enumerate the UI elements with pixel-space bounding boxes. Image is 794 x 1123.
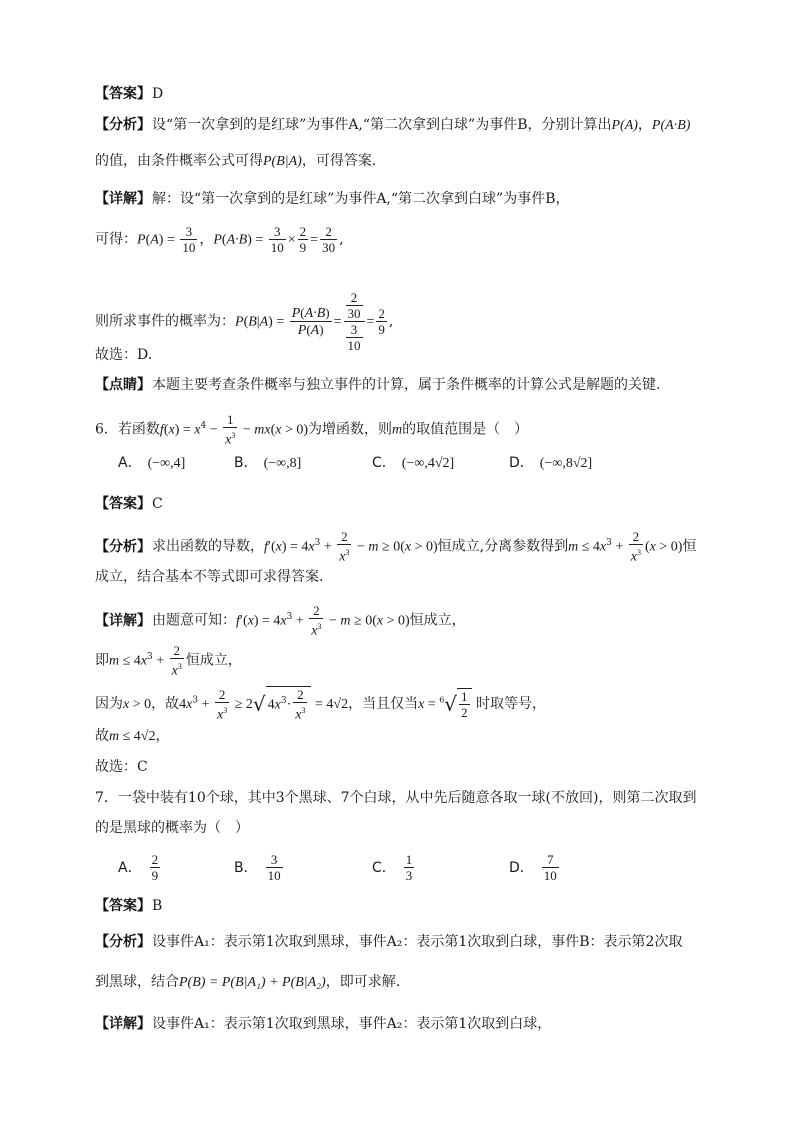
q6-stem-text: 的取值范围是（ ） xyxy=(402,421,529,438)
q5-analysis-text: ，可得答案. xyxy=(301,153,377,169)
q6-choose xyxy=(95,757,148,777)
answer-tag: 【答案】 xyxy=(95,898,151,914)
q5-choose xyxy=(95,345,152,365)
option-denominator: 3 xyxy=(405,868,413,883)
q5-detail-text: 可得： xyxy=(95,231,137,248)
q6-answer: C xyxy=(152,496,163,512)
option-text: (−∞,8] xyxy=(263,456,302,471)
q6-detail-text: 即 xyxy=(95,652,109,669)
q6-option-a[interactable] xyxy=(118,453,185,474)
q7-stem-line-2 xyxy=(95,818,249,838)
option-numerator: 3 xyxy=(266,852,283,868)
fraction: $\frac{P(A\cdot B)}{P(A)}$ xyxy=(291,305,330,338)
q5-comment xyxy=(95,375,660,395)
q6-analysis-text: 求出函数的导数， xyxy=(152,538,264,555)
q5-detail-line-2: 可得：P(A) = $\frac{3}{10}$ ，P(A·B) = $\frac{3}{10}$ × $\frac{2}{9}$ = $\frac{2}{30}$ , xyxy=(95,224,344,255)
q7-option-d[interactable] xyxy=(509,852,561,883)
q6-answer-line xyxy=(95,494,163,514)
analysis-tag: 【分析】 xyxy=(95,117,151,133)
analysis-tag: 【分析】 xyxy=(95,538,151,555)
q6-analysis-line-1: 【分析】求出函数的导数，$f'(x) = 4x^3$ + $\frac{2}{x^3}$ − m ≥ 0(x > 0)恒成立,分离参数得到$m \le 4x^3$ + $\frac{2}{x^3}$ (x > 0)恒 xyxy=(95,529,697,565)
math-expr: P(B|A) xyxy=(263,154,302,169)
detail-tag: 【详解】 xyxy=(95,191,151,207)
math-expr: P(A·B) xyxy=(651,118,691,133)
q7-analysis-text: ，即可求解. xyxy=(325,974,401,990)
q6-option-b[interactable] xyxy=(234,453,301,474)
q6-detail-line-4: 故m ≤ 4√2， xyxy=(95,728,170,744)
math-expr: m xyxy=(392,422,403,438)
option-fraction xyxy=(542,852,559,883)
q6-stem-text: 6．若函数 xyxy=(95,421,160,438)
option-letter: A． xyxy=(118,859,142,876)
option-numerator: 2 xyxy=(151,852,159,867)
option-letter: D． xyxy=(509,455,534,471)
option-denominator: 9 xyxy=(151,868,159,883)
q7-option-c[interactable] xyxy=(372,852,416,883)
q6-option-d[interactable] xyxy=(509,453,592,474)
q7-stem-text: 的是黑球的概率为（ ） xyxy=(95,820,249,836)
q5-answer: D xyxy=(152,86,164,102)
q6-detail-text: ， xyxy=(155,728,170,744)
option-letter: B． xyxy=(234,455,258,471)
q5-detail-line-3: 则所求事件的概率为：P(B|A) = $\frac{P(A\cdot B)}{P(A)}$ = $\frac{\frac{2}{30}}{\frac{3}{10}}$ = $\frac{2}{9}$ , xyxy=(95,290,394,353)
q6-detail-line-3: 因为x > 0，故$4x^3$ + $\frac{2}{x^3}$ ≥ 2√ $4x^3\cdot$ $\frac{2}{x^3}$ = 4√2，当且仅当x = $^6$√ $\frac{1}{2}$ 时取等号， xyxy=(95,686,546,723)
fraction: $\frac{3}{10}$ xyxy=(182,224,196,255)
q5-comment-text: 本题主要考查条件概率与独立事件的计算，属于条件概率的计算公式是解题的关键. xyxy=(152,377,661,393)
q6-stem: 6．若函数$f(x) = x^4$ − $\frac{1}{x^3}$ − mx(x > 0)为增函数，则m的取值范围是（ ） xyxy=(95,412,529,448)
option-letter: A． xyxy=(118,455,142,471)
q6-detail-line-2: 即$m \le 4x^3$ + $\frac{2}{x^3}$ 恒成立， xyxy=(95,643,242,679)
option-letter: C． xyxy=(372,455,396,471)
q7-option-a[interactable] xyxy=(118,852,162,883)
option-text: (−∞,8√2] xyxy=(539,456,593,471)
analysis-tag: 【分析】 xyxy=(95,934,151,950)
option-fraction xyxy=(150,852,161,883)
q5-analysis-text: 设“第一次拿到的是红球”为事件A,“第二次拿到白球”为事件B，分别计算出 xyxy=(152,117,612,133)
option-text: (−∞,4] xyxy=(147,456,186,471)
option-numerator: 1 xyxy=(405,852,413,867)
q7-answer-line xyxy=(95,896,162,916)
option-fraction xyxy=(404,852,415,883)
q7-analysis-line-2 xyxy=(95,972,400,993)
q6-detail-text: 故 xyxy=(95,728,109,744)
option-fraction xyxy=(266,852,283,883)
option-letter: B． xyxy=(234,859,258,876)
q6-analysis-text: 成立，结合基本不等式即可求得答案. xyxy=(95,569,324,585)
q7-option-b[interactable] xyxy=(234,852,285,883)
answer-tag: 【答案】 xyxy=(95,86,151,102)
q6-analysis-text: 恒成立,分离参数得到 xyxy=(437,538,569,555)
option-letter: C． xyxy=(372,859,396,876)
q6-stem-text: 为增函数，则 xyxy=(308,421,393,438)
q7-analysis-text: 到黑球，结合 xyxy=(95,974,179,990)
option-text: (−∞,4√2] xyxy=(401,456,455,471)
comment-tag: 【点睛】 xyxy=(95,377,151,393)
q5-choose-text: 故选：D. xyxy=(95,347,153,363)
q7-analysis-text: 设事件A₁：表示第1次取到黑球，事件A₂：表示第1次取到白球，事件B：表示第2次取 xyxy=(152,934,683,950)
option-denominator: 10 xyxy=(267,868,281,883)
q6-detail-text: 因为 xyxy=(95,696,123,713)
q6-detail-text: ，故 xyxy=(151,696,180,713)
q7-detail-line-1 xyxy=(95,1014,551,1034)
math-expr: P(A) xyxy=(611,118,638,133)
option-letter: D． xyxy=(509,859,534,876)
option-numerator: 7 xyxy=(542,852,559,868)
q7-stem-text: 7．一袋中装有10个球，其中3个黑球、7个白球，从中先后随意各取一球(不放回)，则第二次取到 xyxy=(95,790,697,806)
q6-detail-text: 恒成立， xyxy=(185,652,242,669)
q7-analysis-line-1 xyxy=(95,932,682,952)
q5-answer-line xyxy=(95,84,163,104)
q7-answer: B xyxy=(152,898,163,914)
q5-analysis-line-2 xyxy=(95,151,376,172)
q5-detail-text: 则所求事件的概率为： xyxy=(95,313,235,330)
q6-detail-text: 恒成立， xyxy=(409,612,466,629)
q5-analysis-text: 的值，由条件概率公式可得 xyxy=(95,153,263,169)
q6-detail-line-1: 【详解】由题意可知：$f'(x) = 4x^3$ + $\frac{2}{x^3}$ − m ≥ 0(x > 0)恒成立， xyxy=(95,603,466,639)
math-expr: P(B) = P(B|A₁) + P(B|A₂) xyxy=(179,975,326,990)
option-denominator: 10 xyxy=(543,868,557,883)
q6-option-c[interactable] xyxy=(372,453,454,474)
q5-detail-line-1 xyxy=(95,189,569,209)
q5-detail-text: 解：设“第一次拿到的是红球”为事件A,“第二次拿到白球”为事件B， xyxy=(152,191,570,207)
answer-tag: 【答案】 xyxy=(95,496,151,512)
q6-analysis-text: 恒 xyxy=(682,538,697,555)
q7-stem-line-1 xyxy=(95,788,696,808)
q6-detail-text: ，当且仅当 xyxy=(348,696,419,713)
q5-analysis-line-1: 【分析】设“第一次拿到的是红球”为事件A,“第二次拿到白球”为事件B，分别计算出P(A)，P(A·B) xyxy=(95,117,691,133)
q6-detail-text: 由题意可知： xyxy=(152,612,236,629)
q7-detail-text: 设事件A₁：表示第1次取到黑球，事件A₂：表示第1次取到白球， xyxy=(152,1016,552,1032)
q6-analysis-line-2 xyxy=(95,567,323,587)
detail-tag: 【详解】 xyxy=(95,1016,151,1032)
q6-detail-text: 时取等号， xyxy=(476,696,546,713)
q6-choose-text: 故选：C xyxy=(95,759,148,775)
detail-tag: 【详解】 xyxy=(95,612,151,629)
